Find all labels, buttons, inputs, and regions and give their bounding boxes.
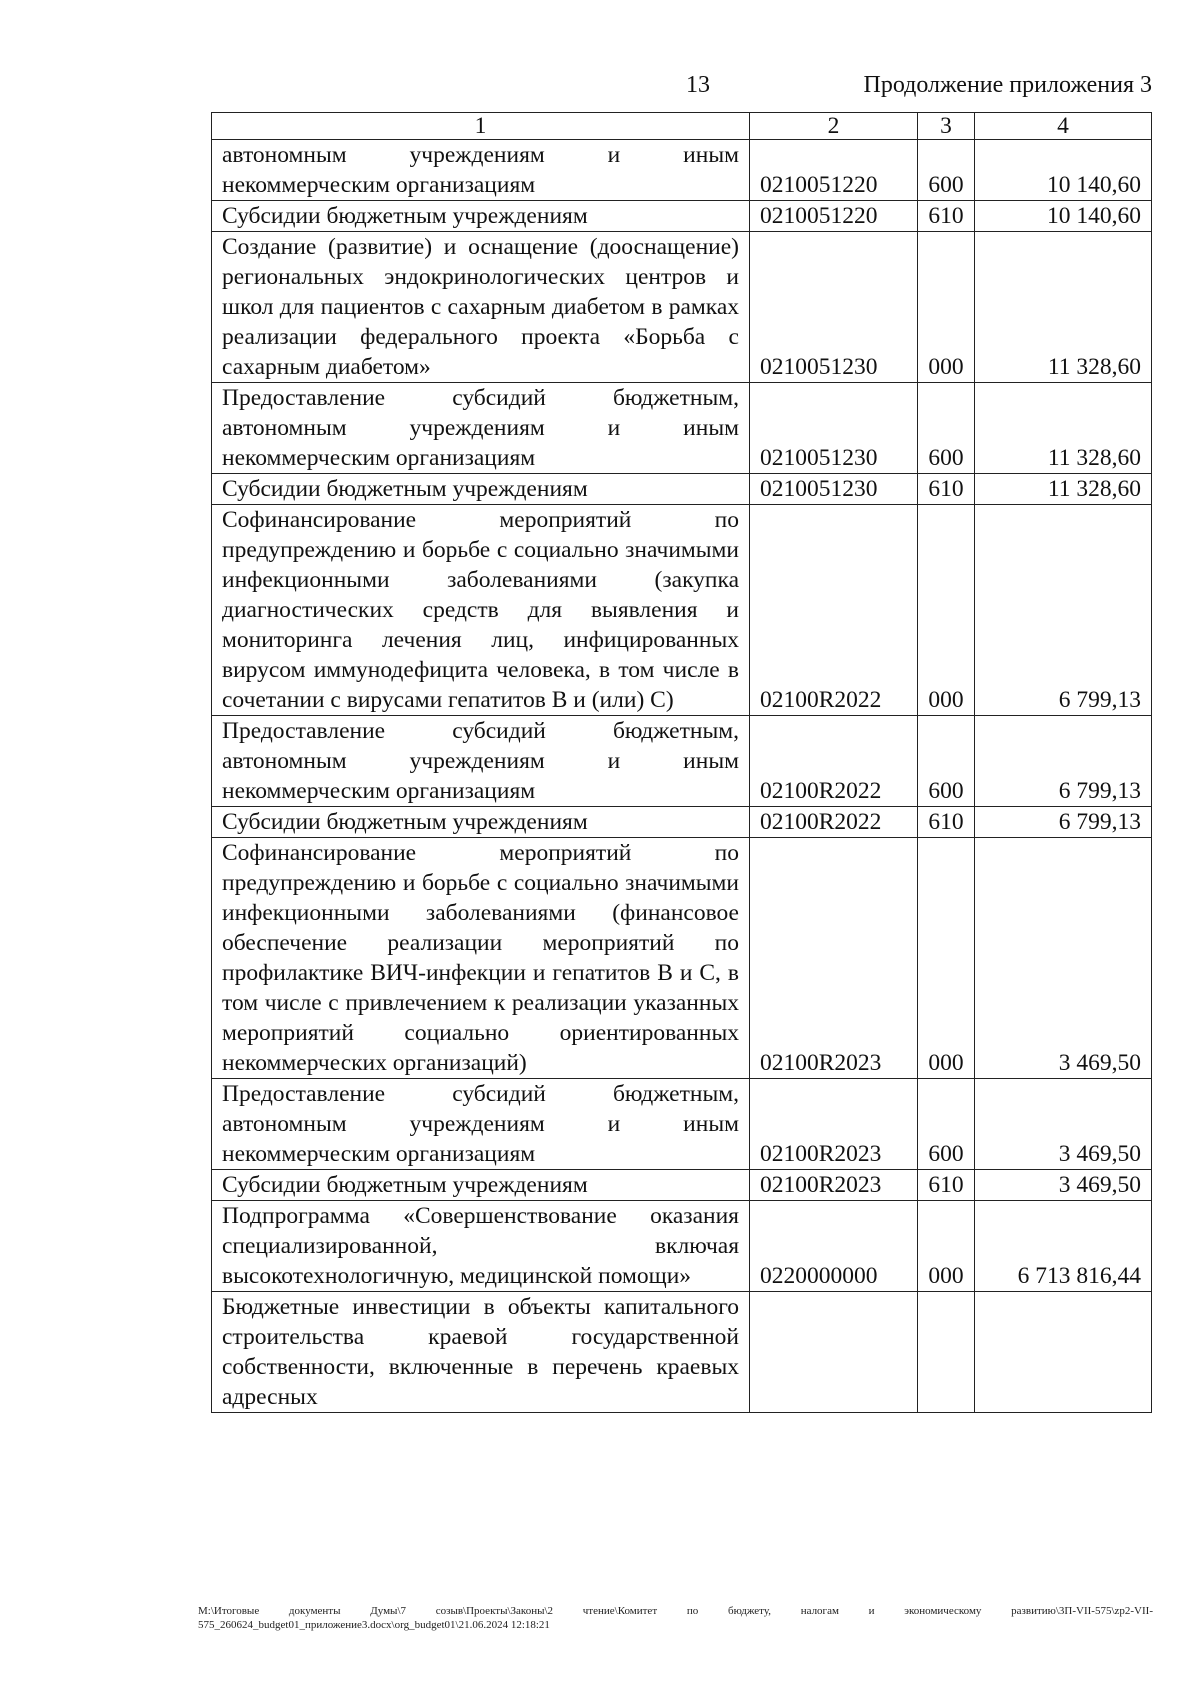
row-description: Субсидии бюджетным учреждениям bbox=[212, 807, 750, 838]
expense-type: 600 bbox=[918, 140, 975, 201]
expense-type: 600 bbox=[918, 383, 975, 474]
table-row bbox=[212, 1079, 1152, 1170]
expense-type: 610 bbox=[918, 807, 975, 838]
table-row bbox=[212, 716, 1152, 807]
target-code: 02100R2022 bbox=[750, 716, 918, 807]
expense-type: 000 bbox=[918, 838, 975, 1079]
appendix-continuation-title: Продолжение приложения 3 bbox=[863, 72, 1152, 98]
row-description: Бюджетные инвестиции в объекты капитального строительства краевой государственной собственности, включенные в перечень краевых адресных bbox=[212, 1292, 750, 1413]
amount: 3 469,50 bbox=[975, 838, 1152, 1079]
expense-type: 610 bbox=[918, 474, 975, 505]
target-code: 0210051220 bbox=[750, 201, 918, 232]
table-row bbox=[212, 140, 1152, 201]
file-path-footer: М:\Итоговые документы Думы\7 созыв\Проекты\Законы\2 чтение\Комитет по бюджету, налогам и экономическому развитию\3П-VII-575\zp2-VII-575_260624_budget01_приложение3.docx\org_budget01\21.06.2024 12:18:21 bbox=[198, 1605, 1153, 1631]
row-description: Софинансирование мероприятий по предупреждению и борьбе с социально значимыми инфекционными заболеваниями (закупка диагностических средств для выявления и мониторинга лечения лиц, инфицированных вирусом иммунодефицита человека, в том числе в сочетании с вирусами гепатитов В и (или) С) bbox=[212, 505, 750, 716]
expense-type bbox=[918, 1292, 975, 1413]
expense-type: 000 bbox=[918, 232, 975, 383]
expense-type: 000 bbox=[918, 505, 975, 716]
target-code: 0210051230 bbox=[750, 474, 918, 505]
budget-table bbox=[211, 112, 1152, 1413]
target-code: 0220000000 bbox=[750, 1201, 918, 1292]
amount: 3 469,50 bbox=[975, 1170, 1152, 1201]
target-code bbox=[750, 1292, 918, 1413]
table-row bbox=[212, 838, 1152, 1079]
expense-type: 000 bbox=[918, 1201, 975, 1292]
page-number: 13 bbox=[686, 72, 710, 98]
amount: 6 713 816,44 bbox=[975, 1201, 1152, 1292]
target-code: 02100R2023 bbox=[750, 1170, 918, 1201]
target-code: 0210051220 bbox=[750, 140, 918, 201]
table-row bbox=[212, 1201, 1152, 1292]
row-description: Софинансирование мероприятий по предупреждению и борьбе с социально значимыми инфекционными заболеваниями (финансовое обеспечение реализации мероприятий по профилактике ВИЧ-инфекции и гепатитов В и С, в том числе с привлечением к реализации указанных мероприятий социально ориентированных некоммерческих организаций) bbox=[212, 838, 750, 1079]
table-row bbox=[212, 1170, 1152, 1201]
row-description: Предоставление субсидий бюджетным, автономным учреждениям и иным некоммерческим организациям bbox=[212, 716, 750, 807]
row-description: Подпрограмма «Совершенствование оказания специализированной, включая высокотехнологичную, медицинской помощи» bbox=[212, 1201, 750, 1292]
row-description: Субсидии бюджетным учреждениям bbox=[212, 1170, 750, 1201]
expense-type: 600 bbox=[918, 716, 975, 807]
column-number-row bbox=[212, 113, 1152, 140]
target-code: 02100R2022 bbox=[750, 807, 918, 838]
row-description: Создание (развитие) и оснащение (дооснащение) региональных эндокринологических центров и школ для пациентов с сахарным диабетом в рамках реализации федерального проекта «Борьба с сахарным диабетом» bbox=[212, 232, 750, 383]
column-header-4: 4 bbox=[975, 113, 1152, 140]
row-description: автономным учреждениям и иным некоммерческим организациям bbox=[212, 140, 750, 201]
expense-type: 610 bbox=[918, 1170, 975, 1201]
row-description: Субсидии бюджетным учреждениям bbox=[212, 201, 750, 232]
table-row bbox=[212, 232, 1152, 383]
row-description: Субсидии бюджетным учреждениям bbox=[212, 474, 750, 505]
target-code: 0210051230 bbox=[750, 383, 918, 474]
amount: 6 799,13 bbox=[975, 716, 1152, 807]
table-row bbox=[212, 383, 1152, 474]
table-row bbox=[212, 201, 1152, 232]
amount: 6 799,13 bbox=[975, 505, 1152, 716]
row-description: Предоставление субсидий бюджетным, автономным учреждениям и иным некоммерческим организациям bbox=[212, 1079, 750, 1170]
amount bbox=[975, 1292, 1152, 1413]
table-row bbox=[212, 1292, 1152, 1413]
amount: 10 140,60 bbox=[975, 140, 1152, 201]
target-code: 02100R2023 bbox=[750, 1079, 918, 1170]
target-code: 02100R2023 bbox=[750, 838, 918, 1079]
expense-type: 600 bbox=[918, 1079, 975, 1170]
row-description: Предоставление субсидий бюджетным, автономным учреждениям и иным некоммерческим организациям bbox=[212, 383, 750, 474]
target-code: 02100R2022 bbox=[750, 505, 918, 716]
amount: 11 328,60 bbox=[975, 232, 1152, 383]
table-row bbox=[212, 807, 1152, 838]
expense-type: 610 bbox=[918, 201, 975, 232]
target-code: 0210051230 bbox=[750, 232, 918, 383]
amount: 3 469,50 bbox=[975, 1079, 1152, 1170]
table-row bbox=[212, 474, 1152, 505]
column-header-1: 1 bbox=[212, 113, 750, 140]
amount: 6 799,13 bbox=[975, 807, 1152, 838]
amount: 11 328,60 bbox=[975, 474, 1152, 505]
amount: 10 140,60 bbox=[975, 201, 1152, 232]
column-header-2: 2 bbox=[750, 113, 918, 140]
column-header-3: 3 bbox=[918, 113, 975, 140]
table-row bbox=[212, 505, 1152, 716]
amount: 11 328,60 bbox=[975, 383, 1152, 474]
